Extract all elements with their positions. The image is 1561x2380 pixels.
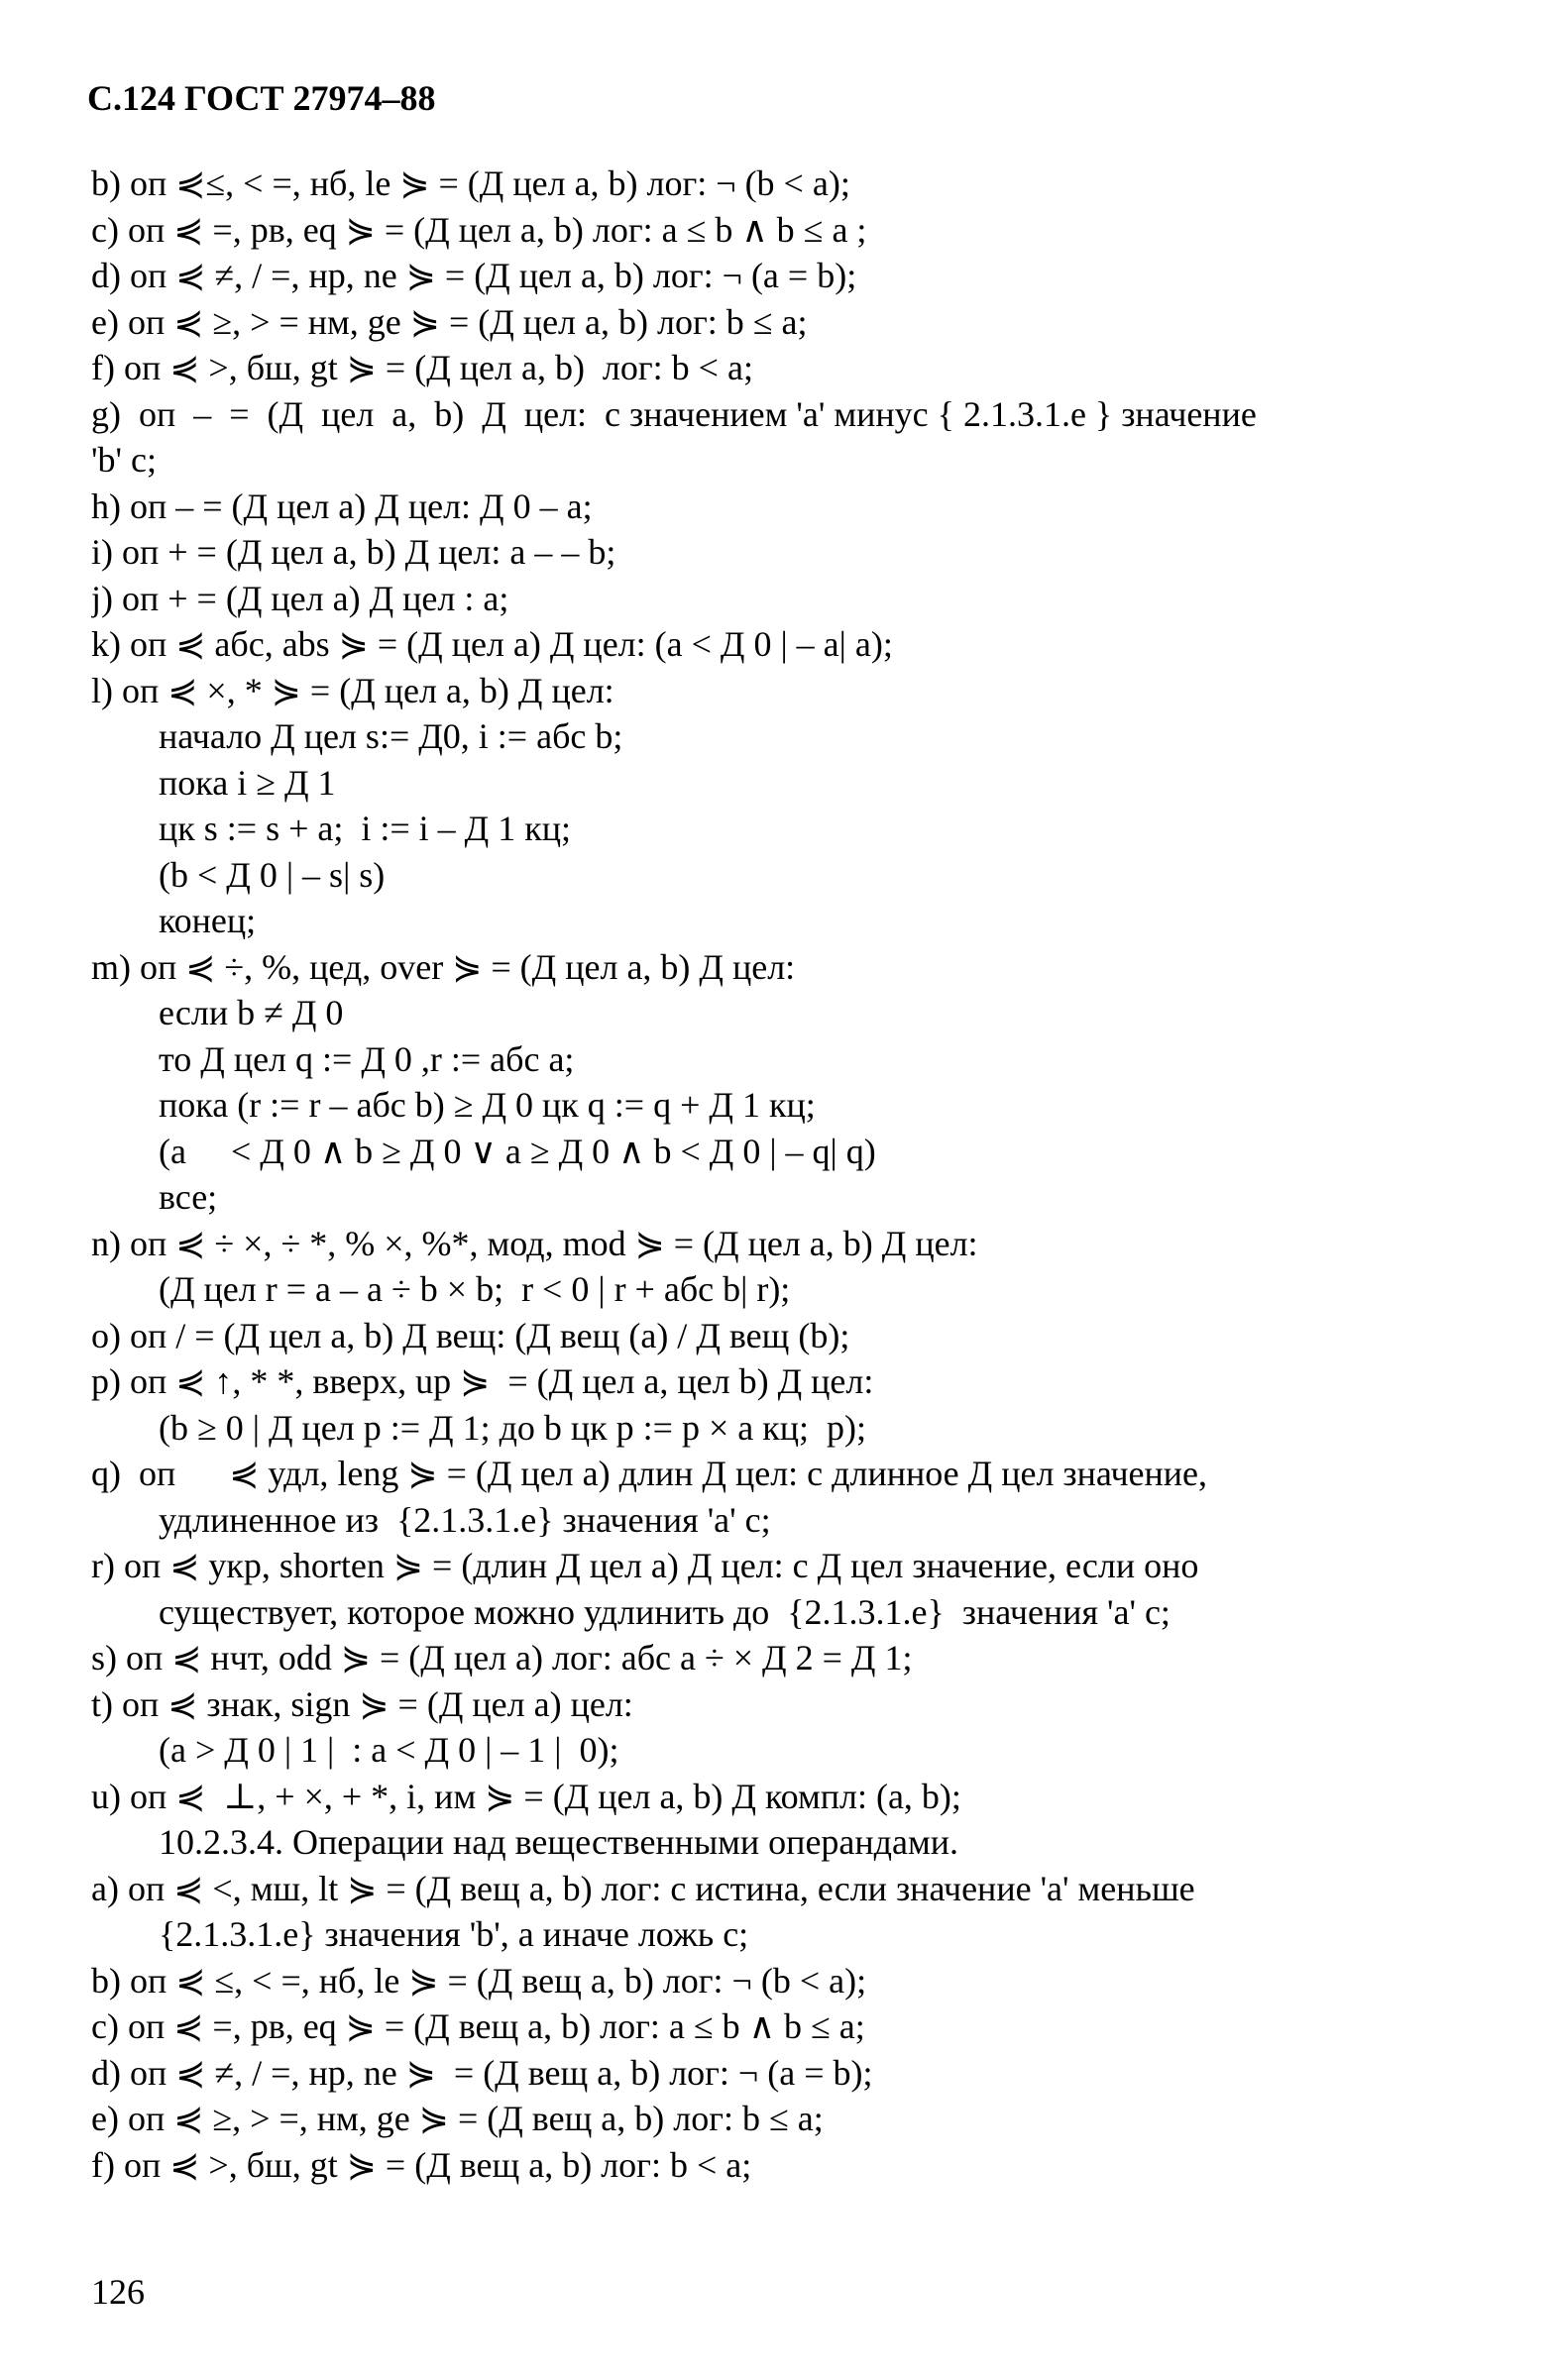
text-line: j) оп + = (Д цел a) Д цел : a;: [91, 578, 509, 618]
text-line: d) оп ⋞ ≠, / =, нр, ne ⋟ = (Д вещ a, b) лог: ¬ (a = b);: [91, 2052, 873, 2093]
text-line: то Д цел q := Д 0 ,r := абс a;: [159, 1038, 575, 1079]
text-line: f) оп ⋞ >, бш, gt ⋟ = (Д вещ a, b) лог: b < a;: [91, 2144, 752, 2185]
text-line: r) оп ⋞ укр, shorten ⋟ = (длин Д цел a) Д цел: с Д цел значение, если оно: [91, 1546, 1199, 1585]
text-line: p) оп ⋞ ↑, * *, вверх, up ⋟ = (Д цел a, цел b) Д цел:: [91, 1361, 874, 1401]
text-line: u) оп ⋞ ⊥, + ×, + *, i, им ⋟ = (Д цел a, b) Д компл: (a, b);: [91, 1776, 961, 1816]
text-line: пока (r := r – абс b) ≥ Д 0 цк q := q + Д 1 кц;: [159, 1085, 816, 1125]
text-line: {2.1.3.1.e} значения 'b', а иначе ложь с;: [159, 1914, 749, 1954]
text-line: (a > Д 0 | 1 | : a < Д 0 | – 1 | 0);: [159, 1730, 619, 1770]
text-line: n) оп ⋞ ÷ ×, ÷ *, % ×, %*, мод, mod ⋟ = (Д цел a, b) Д цел:: [91, 1223, 978, 1263]
text-line: 10.2.3.4. Операции над вещественными операндами.: [159, 1822, 959, 1862]
text-line: e) оп ⋞ ≥, > = нм, ge ⋟ = (Д цел a, b) лог: b ≤ a;: [91, 301, 808, 342]
text-line: k) оп ⋞ абс, abs ⋟ = (Д цел a) Д цел: (a < Д 0 | – a| a);: [91, 624, 893, 664]
document-body: [91, 161, 1499, 2188]
page-number: 126: [91, 2272, 145, 2312]
page-header: С.124 ГОСТ 27974–88: [87, 78, 436, 118]
text-line: m) оп ⋞ ÷, %, цед, over ⋟ = (Д цел a, b) Д цел:: [91, 946, 796, 987]
text-line: q) оп ⋞ удл, leng ⋟ = (Д цел a) длин Д цел: с длинное Д цел значение,: [91, 1454, 1208, 1493]
text-line: начало Д цел s:= Д0, i := абс b;: [159, 716, 623, 756]
text-line: (a < Д 0 ∧ b ≥ Д 0 ∨ a ≥ Д 0 ∧ b < Д 0 | – q| q): [159, 1131, 876, 1171]
text-line: (Д цел r = a – a ÷ b × b; r < 0 | r + абс b| r);: [159, 1269, 791, 1309]
text-line: 'b' с;: [91, 440, 157, 480]
text-line: a) оп ⋞ <, мш, lt ⋟ = (Д вещ a, b) лог: с истина, если значение 'a' меньше: [91, 1868, 1195, 1908]
text-line: t) оп ⋞ знак, sign ⋟ = (Д цел a) цел:: [91, 1683, 633, 1724]
text-line: пока i ≥ Д 1: [159, 762, 336, 803]
text-line: l) оп ⋞ ×, * ⋟ = (Д цел a, b) Д цел:: [91, 670, 614, 710]
text-line: c) оп ⋞ =, рв, eq ⋟ = (Д цел a, b) лог: a ≤ b ∧ b ≤ a ;: [91, 209, 867, 250]
text-line: e) оп ⋞ ≥, > =, нм, ge ⋟ = (Д вещ a, b) лог: b ≤ a;: [91, 2099, 824, 2138]
text-line: все;: [159, 1177, 218, 1217]
text-line: o) оп / = (Д цел a, b) Д вещ: (Д вещ (a) / Д вещ (b);: [91, 1315, 850, 1355]
text-line: цк s := s + a; i := i – Д 1 кц;: [159, 809, 571, 848]
text-line: i) оп + = (Д цел a, b) Д цел: a – – b;: [91, 532, 616, 572]
text-line: h) оп – = (Д цел a) Д цел: Д 0 – a;: [91, 486, 593, 526]
text-line: f) оп ⋞ >, бш, gt ⋟ = (Д цел a, b) лог: b < a;: [91, 348, 753, 387]
text-line: s) оп ⋞ нчт, odd ⋟ = (Д цел a) лог: абс a ÷ × Д 2 = Д 1;: [91, 1638, 913, 1677]
text-line: конец;: [159, 901, 257, 940]
text-line: b) оп ⋞≤, < =, нб, le ⋟ = (Д цел a, b) лог: ¬ (b < a);: [91, 163, 850, 203]
text-line: g) оп – = (Д цел a, b) Д цел: с значением 'a' минус { 2.1.3.1.e } значение: [91, 393, 1257, 434]
text-line: d) оп ⋞ ≠, / =, нр, ne ⋟ = (Д цел a, b) лог: ¬ (a = b);: [91, 256, 857, 295]
text-line: если b ≠ Д 0: [159, 993, 344, 1032]
text-line: b) оп ⋞ ≤, < =, нб, le ⋟ = (Д вещ a, b) лог: ¬ (b < a);: [91, 1960, 867, 2001]
text-line: удлиненное из {2.1.3.1.e} значения 'a' с;: [159, 1499, 771, 1540]
text-line: (b < Д 0 | – s| s): [159, 854, 386, 895]
text-line: существует, которое можно удлинить до {2.1.3.1.e} значения 'a' с;: [159, 1591, 1171, 1632]
text-line: c) оп ⋞ =, рв, eq ⋟ = (Д вещ a, b) лог: a ≤ b ∧ b ≤ a;: [91, 2006, 865, 2046]
text-line: (b ≥ 0 | Д цел p := Д 1; до b цк p := p × a кц; p);: [159, 1407, 866, 1448]
